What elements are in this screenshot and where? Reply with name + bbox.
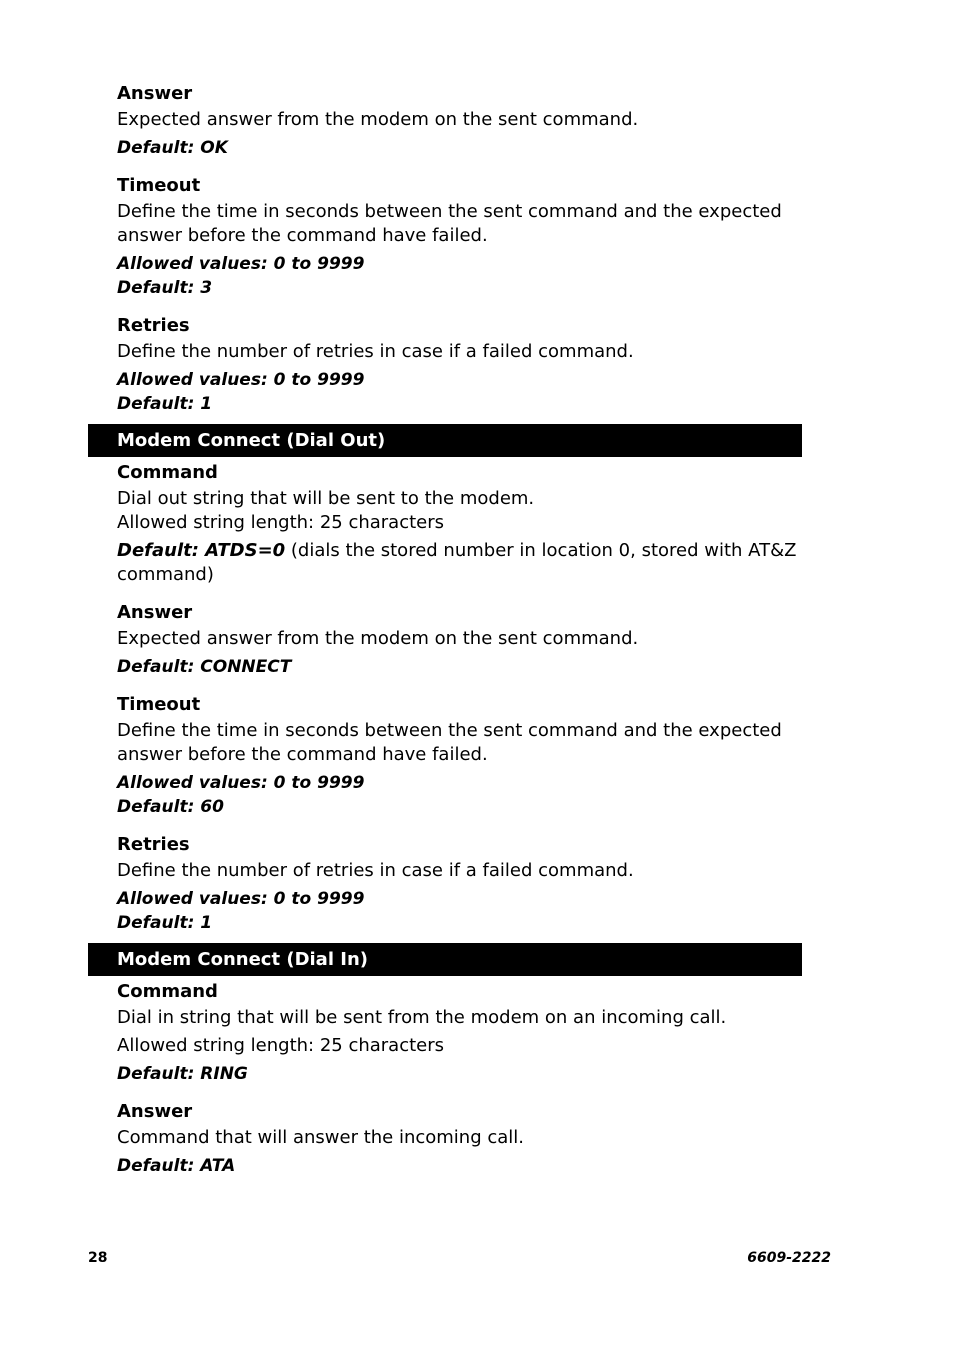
dial-out-answer-description: Expected answer from the modem on the sent command. [117, 628, 639, 649]
dial-out-timeout-heading: Timeout [117, 694, 201, 715]
dial-out-timeout-section [117, 691, 797, 819]
dial-out-command-section [117, 459, 797, 587]
document-number: 6609-2222 [747, 1250, 831, 1266]
dial-out-retries-description: Define the number of retries in case if a failed command. [117, 860, 634, 881]
dial-in-command-length: Allowed string length: 25 characters [117, 1035, 445, 1056]
dial-in-command-section [117, 978, 797, 1086]
dial-out-timeout-allowed: Allowed values: 0 to 9999 [117, 773, 365, 793]
timeout-allowed: Allowed values: 0 to 9999 [117, 254, 365, 274]
dial-out-command-default-note: (dials the stored number in location 0, stored with AT&Z command) [117, 540, 797, 585]
answer-description: Expected answer from the modem on the sent command. [117, 109, 639, 130]
dial-out-timeout-default: Default: 60 [117, 797, 224, 817]
dial-in-command-heading: Command [117, 981, 218, 1002]
dial-out-answer-default: Default: CONNECT [117, 657, 292, 677]
dial-in-answer-description: Command that will answer the incoming call. [117, 1127, 525, 1148]
page-content [117, 80, 797, 1190]
dial-in-section-bar: Modem Connect (Dial In) [88, 943, 802, 976]
retries-default: Default: 1 [117, 394, 213, 414]
dial-out-retries-default: Default: 1 [117, 913, 213, 933]
timeout-heading: Timeout [117, 175, 201, 196]
answer-heading: Answer [117, 83, 193, 104]
retries-section [117, 312, 797, 416]
dial-out-section-bar: Modem Connect (Dial Out) [88, 424, 802, 457]
dial-in-answer-section [117, 1098, 797, 1178]
timeout-description: Define the time in seconds between the sent command and the expected answer before the command have failed. [117, 201, 782, 246]
dial-out-command-default [117, 539, 797, 587]
dial-out-answer-heading: Answer [117, 602, 193, 623]
retries-heading: Retries [117, 315, 190, 336]
dial-in-answer-default: Default: ATA [117, 1156, 236, 1176]
answer-section [117, 80, 797, 160]
dial-out-answer-section [117, 599, 797, 679]
dial-out-command-description: Dial out string that will be sent to the modem. [117, 488, 535, 509]
timeout-default: Default: 3 [117, 278, 213, 298]
dial-in-command-default: Default: RING [117, 1064, 248, 1084]
dial-in-command-description: Dial in string that will be sent from the modem on an incoming call. [117, 1007, 727, 1028]
dial-out-command-default-label: Default: ATDS=0 [117, 540, 286, 561]
dial-out-timeout-description: Define the time in seconds between the sent command and the expected answer before the command have failed. [117, 720, 782, 765]
dial-out-command-heading: Command [117, 462, 218, 483]
dial-in-answer-heading: Answer [117, 1101, 193, 1122]
retries-description: Define the number of retries in case if a failed command. [117, 341, 634, 362]
dial-out-retries-allowed: Allowed values: 0 to 9999 [117, 889, 365, 909]
dial-out-retries-heading: Retries [117, 834, 190, 855]
timeout-section [117, 172, 797, 300]
dial-out-command-length: Allowed string length: 25 characters [117, 512, 445, 533]
page-number: 28 [88, 1250, 108, 1266]
dial-out-retries-section [117, 831, 797, 935]
retries-allowed: Allowed values: 0 to 9999 [117, 370, 365, 390]
answer-default: Default: OK [117, 138, 228, 158]
